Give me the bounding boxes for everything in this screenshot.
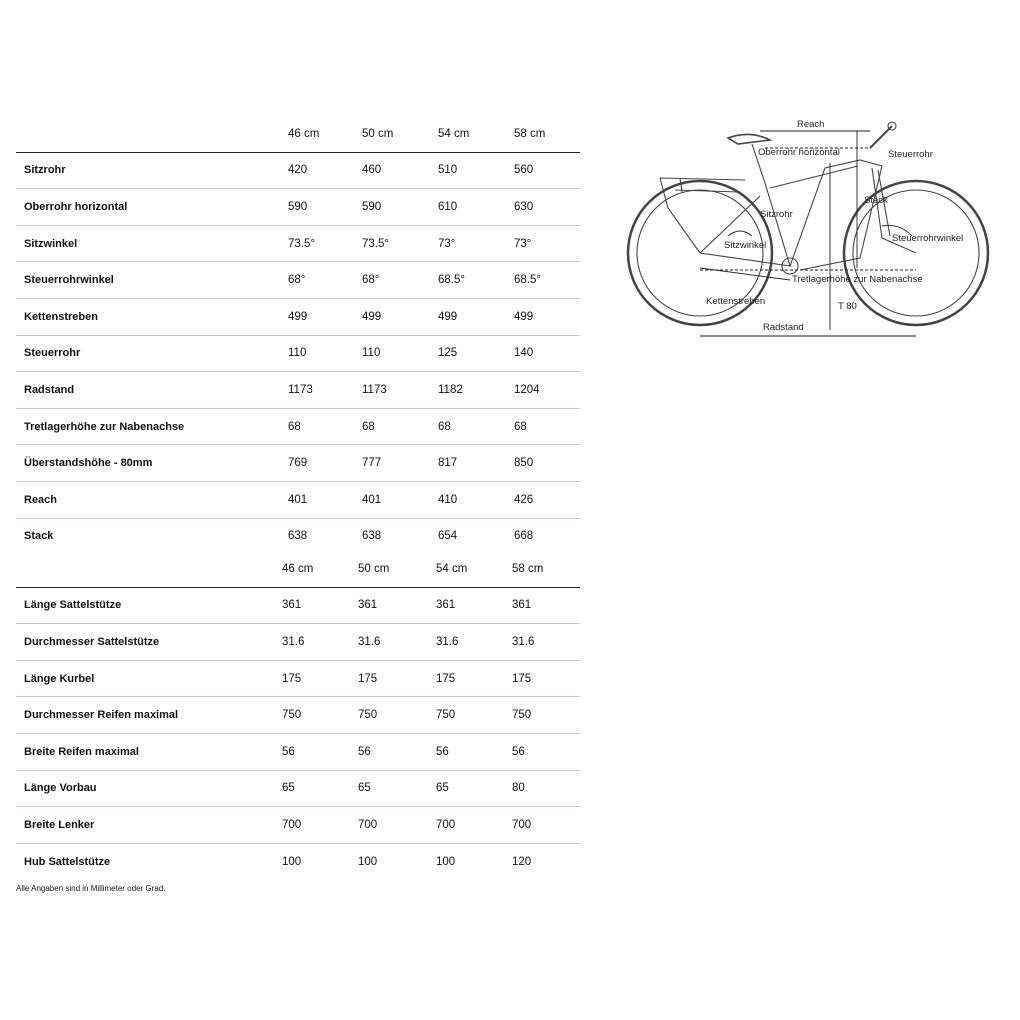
table-cell: 638: [288, 530, 308, 543]
table-cell: 110: [362, 347, 381, 360]
row-label: Länge Sattelstütze: [24, 599, 122, 612]
seat-angle-arc: [728, 231, 752, 236]
table-cell: 31.6: [358, 635, 381, 648]
table-cell: 560: [514, 164, 534, 177]
table-cell: 68: [438, 420, 451, 433]
table-row: [16, 372, 580, 409]
table-row: [16, 807, 580, 844]
row-label: Länge Kurbel: [24, 672, 95, 685]
table-cell: 100: [436, 855, 456, 868]
row-label: Breite Reifen maximal: [24, 745, 139, 758]
table-cell: 1182: [438, 383, 463, 396]
table-cell: 100: [358, 855, 378, 868]
table-cell: 499: [438, 310, 458, 323]
row-label: Sitzrohr: [24, 164, 66, 177]
table-cell: 73.5°: [288, 237, 315, 250]
table-cell: 361: [282, 599, 302, 612]
table-cell: 361: [512, 599, 532, 612]
table-cell: 175: [358, 672, 378, 685]
row-label: Durchmesser Sattelstütze: [24, 635, 160, 648]
table-cell: 1173: [288, 383, 313, 396]
table-cell: 56: [358, 745, 371, 758]
standover-label: T 80: [838, 301, 857, 312]
chainstays-label: Kettenstreben: [706, 296, 766, 307]
table-cell: 610: [438, 200, 458, 213]
table-row: [16, 445, 580, 482]
table-cell: 499: [514, 310, 534, 323]
table-cell: 668: [514, 530, 534, 543]
table-cell: 31.6: [512, 635, 535, 648]
table-row: [16, 588, 580, 625]
table-cell: 68.5°: [438, 274, 465, 287]
table-cell: 73°: [438, 237, 456, 250]
bike-geometry-diagram: [620, 108, 1000, 348]
table-row: [16, 226, 580, 263]
table-cell: 700: [282, 818, 302, 831]
table-cell: 750: [436, 709, 456, 722]
table-cell: 361: [358, 599, 378, 612]
units-note: Alle Angaben sind in Millimeter oder Grad.: [16, 884, 166, 893]
table-cell: 630: [514, 200, 534, 213]
table-cell: 769: [288, 457, 308, 470]
table-cell: 700: [512, 818, 532, 831]
table-cell: 1204: [514, 383, 540, 396]
table-cell: 590: [288, 200, 308, 213]
table-cell: 700: [358, 818, 378, 831]
table-row: [16, 771, 580, 808]
table-cell: 420: [288, 164, 308, 177]
table-header-row: [16, 551, 580, 588]
table-cell: 65: [436, 782, 449, 795]
table-cell: 175: [512, 672, 532, 685]
table-cell: 73°: [514, 237, 532, 250]
row-label: Überstandshöhe - 80mm: [24, 457, 153, 470]
size-header: 54 cm: [436, 562, 468, 575]
row-label: Reach: [24, 493, 58, 506]
size-header: 50 cm: [362, 127, 394, 140]
table-cell: 654: [438, 530, 458, 543]
table-cell: 700: [436, 818, 456, 831]
table-cell: 110: [288, 347, 307, 360]
table-row: [16, 519, 580, 555]
table-cell: 499: [362, 310, 382, 323]
row-label: Radstand: [24, 383, 75, 396]
table-cell: 65: [282, 782, 295, 795]
table-cell: 750: [282, 709, 302, 722]
table-cell: 100: [282, 855, 302, 868]
head-angle-label: Steuerrohrwinkel: [892, 233, 964, 244]
table-cell: 68: [362, 420, 375, 433]
row-label: Länge Vorbau: [24, 782, 97, 795]
size-header: 54 cm: [438, 127, 470, 140]
table-cell: 68°: [362, 274, 380, 287]
table-cell: 750: [512, 709, 532, 722]
seat-tube-label: Sitzrohr: [760, 209, 793, 220]
row-label: Oberrohr horizontal: [24, 200, 128, 213]
size-header: 58 cm: [514, 127, 546, 140]
table-cell: 175: [436, 672, 456, 685]
table-row: [16, 624, 580, 661]
table-cell: 499: [288, 310, 308, 323]
table-row: [16, 409, 580, 446]
table-cell: 68°: [288, 274, 306, 287]
table-row: [16, 661, 580, 698]
table-cell: 850: [514, 457, 534, 470]
table-cell: 31.6: [282, 635, 305, 648]
row-label: Steuerrohrwinkel: [24, 274, 114, 287]
table-cell: 31.6: [436, 635, 459, 648]
row-label: Steuerrohr: [24, 347, 81, 360]
row-label: Sitzwinkel: [24, 237, 78, 250]
stem-bar: [870, 126, 892, 148]
table-cell: 401: [288, 493, 308, 506]
wheelbase-label: Radstand: [763, 322, 804, 333]
row-label: Kettenstreben: [24, 310, 98, 323]
table-row: [16, 482, 580, 519]
table-row: [16, 153, 580, 190]
table-cell: 361: [436, 599, 456, 612]
table-row: [16, 697, 580, 734]
table-row: [16, 844, 580, 880]
table-cell: 410: [438, 493, 458, 506]
table-cell: 68: [514, 420, 527, 433]
geometry-table: [16, 116, 580, 554]
table-cell: 65: [358, 782, 371, 795]
reach-label: Reach: [797, 119, 825, 130]
head-tube-label: Steuerrohr: [888, 149, 933, 160]
table-cell: 120: [512, 855, 532, 868]
table-cell: 638: [362, 530, 382, 543]
table-cell: 817: [438, 457, 458, 470]
table-cell: 590: [362, 200, 382, 213]
table-cell: 56: [436, 745, 449, 758]
table-row: [16, 336, 580, 373]
table-cell: 56: [282, 745, 295, 758]
row-label: Tretlagerhöhe zur Nabenachse: [24, 420, 185, 433]
size-header: 46 cm: [282, 562, 314, 575]
table-cell: 68.5°: [514, 274, 541, 287]
table-cell: 56: [512, 745, 525, 758]
table-cell: 426: [514, 493, 534, 506]
size-header: 46 cm: [288, 127, 320, 140]
table-cell: 510: [438, 164, 458, 177]
table-cell: 750: [358, 709, 378, 722]
top-tube-label: Oberrohr horizontal: [758, 147, 840, 158]
table-cell: 80: [512, 782, 525, 795]
row-label: Stack: [24, 530, 54, 543]
stack-label: Stack: [864, 195, 888, 206]
row-label: Durchmesser Reifen maximal: [24, 709, 179, 722]
bb-height-label: Tretlagerhöhe zur Nabenachse: [792, 274, 923, 285]
table-cell: 401: [362, 493, 382, 506]
table-row: [16, 262, 580, 299]
table-row: [16, 299, 580, 336]
table-cell: 140: [514, 347, 534, 360]
table-cell: 68: [288, 420, 301, 433]
table-cell: 460: [362, 164, 382, 177]
row-label: Breite Lenker: [24, 818, 95, 831]
table-cell: 175: [282, 672, 302, 685]
table-row: [16, 189, 580, 226]
table-cell: 125: [438, 347, 458, 360]
table-cell: 73.5°: [362, 237, 389, 250]
table-header-row: [16, 116, 580, 153]
size-header: 58 cm: [512, 562, 544, 575]
table-row: [16, 734, 580, 771]
saddle: [728, 134, 770, 144]
row-label: Hub Sattelstütze: [24, 855, 111, 868]
size-header: 50 cm: [358, 562, 390, 575]
table-cell: 777: [362, 457, 382, 470]
seat-angle-label: Sitzwinkel: [724, 240, 767, 251]
table-cell: 1173: [362, 383, 387, 396]
components-table: [16, 551, 580, 879]
